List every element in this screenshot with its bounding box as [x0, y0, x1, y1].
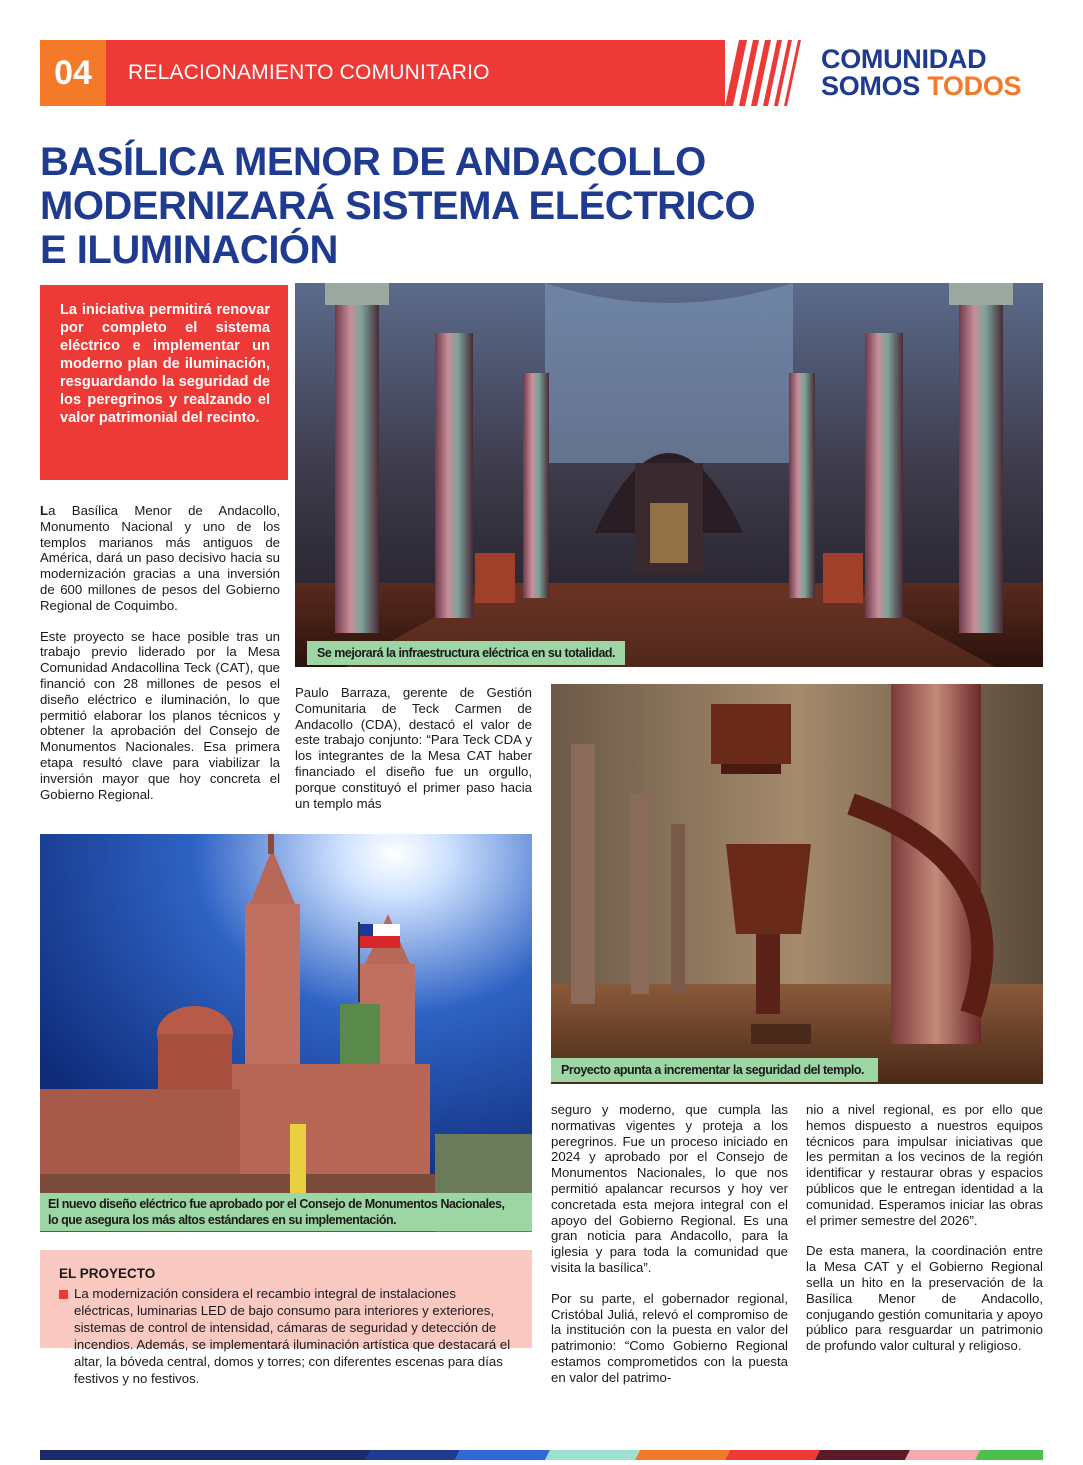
- photo-3-caption: [40, 1193, 532, 1231]
- lead-text: La iniciativa permitirá renovar por completo el sistema eléctrico e implementar un moderno plan de iluminación, resguardando la seguridad de los peregrinos y realzando el valor patrimonial del recinto.: [60, 302, 270, 426]
- title-line-2: MODERNIZARÁ SISTEMA ELÉCTRICO: [40, 184, 756, 228]
- column-3-text: [551, 1102, 788, 1401]
- paragraph-4: seguro y moderno, que cumpla las normativas vigentes y proteja a los peregrinos. Fue un proceso iniciado en 2024 y aprobado por el Consejo de Monumentos Nacionales, lo que nos permitió apalancar recursos y hoy ver concretada esta mejora integral con el apoyo del Gobierno Regional. Es una gran noticia para Andacollo, para la iglesia y para toda la comunidad que visita la basílica”.: [551, 1102, 788, 1275]
- brand-todos: TODOS: [927, 71, 1022, 101]
- project-heading: EL PROYECTO: [59, 1266, 156, 1281]
- article-title: [40, 140, 860, 272]
- brand-line-1: COMUNIDAD: [821, 44, 987, 74]
- section-title: RELACIONAMIENTO COMUNITARIO: [128, 61, 490, 84]
- header-stripes-decoration: [725, 40, 805, 106]
- footer-color-bar: [40, 1450, 1043, 1462]
- paragraph-5: Por su parte, el gobernador regional, Cristóbal Juliá, relevó el compromiso de la institución con la puesta en valor del patrimonio: “Como Gobierno Regional estamos comprometidos con la puesta en valor del patrimo-: [551, 1290, 788, 1385]
- brand-line-2: [821, 73, 1051, 100]
- brand-logo: [821, 46, 1051, 100]
- paragraph-1-body: a Basílica Menor de Andacollo, Monumento Nacional y uno de los templos marianos más antiguos de América, dará un paso decisivo hacia su modernización gracias a una inversión de 600 millones de pesos del Gobierno Regional de Coquimbo.: [40, 503, 280, 613]
- photo-3-caption-line-2: lo que asegura los más altos estándares en su implementación.: [48, 1213, 397, 1227]
- column-4-text: [806, 1102, 1043, 1369]
- title-line-3: E ILUMINACIÓN: [40, 228, 338, 272]
- paragraph-3: Paulo Barraza, gerente de Gestión Comunitaria de Teck Carmen de Andacollo (CDA), destacó el valor de este trabajo conjunto: “Para Teck CDA y los integrantes de la Mesa CAT haber financiado el diseño fue un orgullo, porque constituyó el primer paso hacia un templo más: [295, 685, 532, 811]
- pulpit-illustration: [551, 684, 1043, 1084]
- paragraph-6: nio a nivel regional, es por ello que hemos dispuesto a nuestros equipos técnicos para impulsar iniciativas que les permitan a los vecinos de la región identificar y restaurar obras y espacios públicos que le entregan identidad a la comunidad. Esperamos iniciar las obras el primer semestre del 2026”.: [806, 1102, 1043, 1228]
- photo-2-caption: Proyecto apunta a incrementar la seguridad del templo.: [551, 1058, 878, 1082]
- project-text: La modernización considera el recambio integral de instalaciones eléctricas, luminarias LED de bajo consumo para interiores y exteriores, sistemas de control de intensidad, cámaras de seguridad y detección de incendios. Además, se implementará iluminación artística que destacará el altar, la bóveda central, domos y torres; con diferentes escenas para días festivos y no festivos.: [74, 1286, 511, 1386]
- page-number: 04: [40, 40, 106, 106]
- photo-pulpit: [551, 684, 1043, 1084]
- bullet-square-icon: [59, 1290, 68, 1299]
- paragraph-2: Este proyecto se hace posible tras un trabajo previo liderado por la Mesa Comunidad Andacollina Teck (CAT), que financió con 28 millones de pesos el diseño eléctrico e iluminación, lo que permitió elaborar los planos técnicos y obtener la aprobación del Consejo de Monumentos Nacionales. Esa primera etapa resultó clave para viabilizar la inversión mayor que hoy concreta el Gobierno Regional.: [40, 628, 280, 802]
- title-line-1: BASÍLICA MENOR DE ANDACOLLO: [40, 140, 706, 184]
- lead-box: [40, 285, 288, 480]
- column-1-text: [40, 503, 280, 817]
- photo-1-caption: Se mejorará la infraestructura eléctrica en su totalidad.: [307, 641, 625, 665]
- photo-3-caption-line-1: El nuevo diseño eléctrico fue aprobado por el Consejo de Monumentos Nacionales,: [48, 1197, 505, 1211]
- brand-somos: SOMOS: [821, 71, 928, 101]
- interior-nave-illustration: [295, 283, 1043, 667]
- photo-basilica-interior: [295, 283, 1043, 667]
- column-2-text: [295, 685, 532, 826]
- paragraph-7: De esta manera, la coordinación entre la Mesa CAT y el Gobierno Regional sella un hito en la preservación de la Basílica Menor de Andacollo, conjugando gestión comunitaria y apoyo público para resguardar un patrimonio de profundo valor cultural y religioso.: [806, 1243, 1043, 1354]
- paragraph-1-initial: L: [40, 503, 49, 518]
- section-header-bar: [40, 40, 805, 106]
- exterior-illustration: [40, 834, 532, 1232]
- photo-basilica-exterior: [40, 834, 532, 1232]
- paragraph-1: [40, 503, 280, 614]
